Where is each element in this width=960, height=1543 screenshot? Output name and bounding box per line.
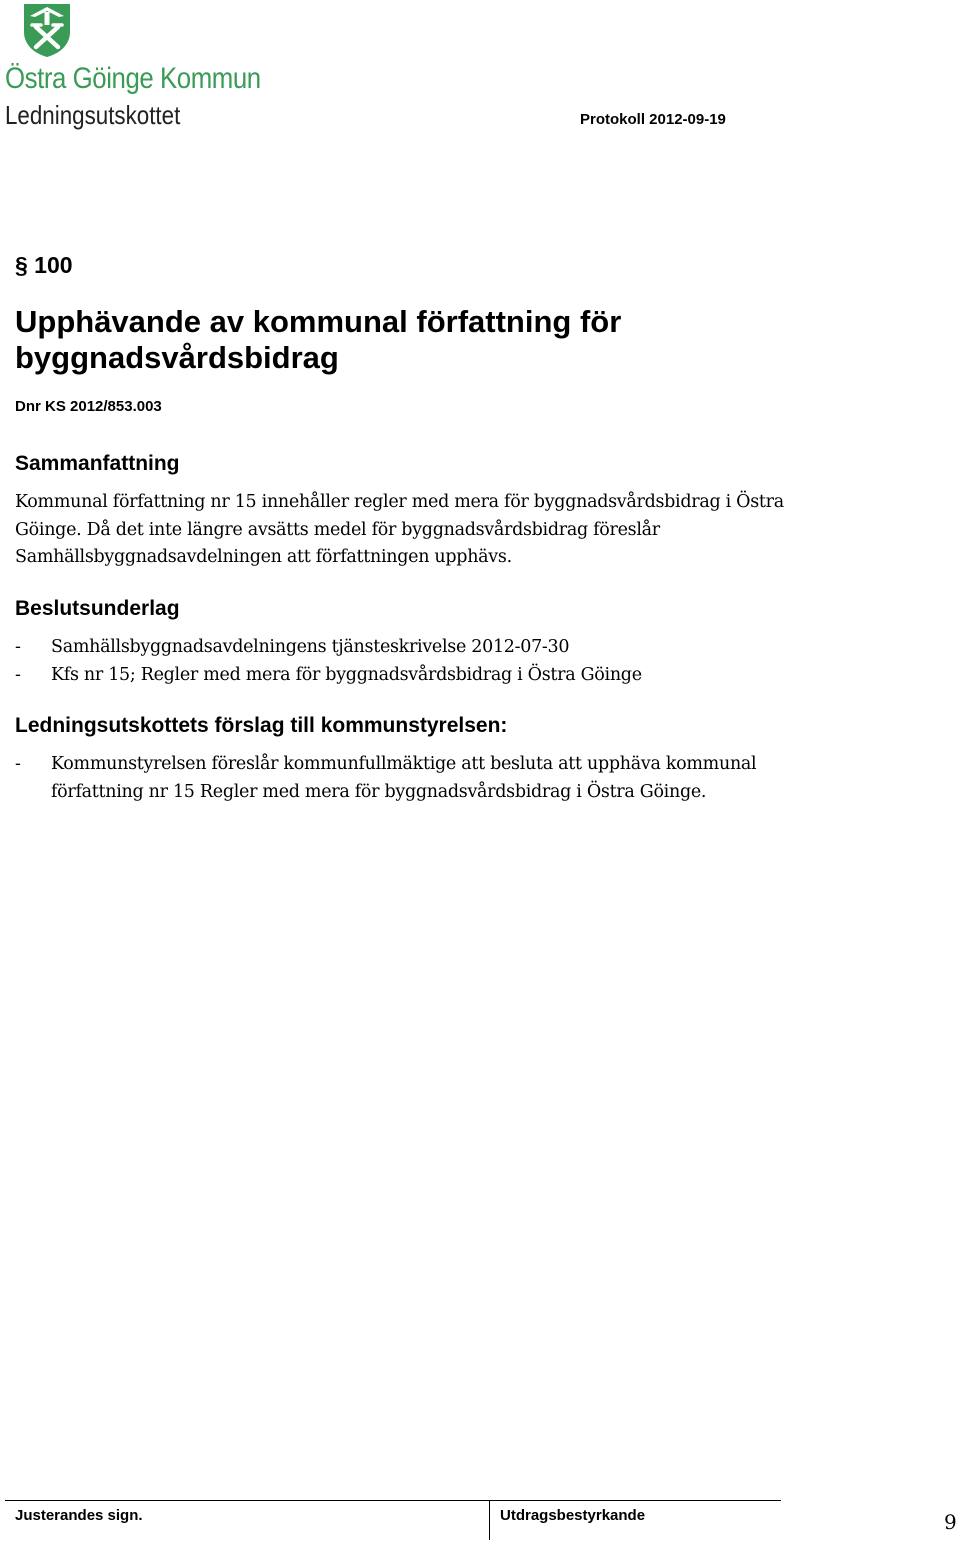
diary-number: Dnr KS 2012/853.003 xyxy=(15,398,162,415)
summary-line: Samhällsbyggnadsavdelningen att författningen upphävs. xyxy=(15,547,512,567)
committee-name: Ledningsutskottet xyxy=(5,100,181,130)
footer-rule xyxy=(5,1500,781,1501)
list-item-text: Kfs nr 15; Regler med mera för byggnadsvårdsbidrag i Östra Göinge xyxy=(51,664,642,685)
list-item-line: författning nr 15 Regler med mera för byggnadsvårdsbidrag i Östra Göinge. xyxy=(51,781,707,802)
list-dash: - xyxy=(15,664,21,685)
extract-label: Utdragsbestyrkande xyxy=(500,1507,646,1524)
list-dash: - xyxy=(15,754,21,774)
summary-heading: Sammanfattning xyxy=(15,452,180,475)
proposal-heading: Ledningsutskottets förslag till kommunstyrelsen: xyxy=(15,714,508,737)
page-number: 9 xyxy=(944,1510,957,1534)
page-title: Upphävande av kommunal författning för byggnadsvårdsbidrag xyxy=(15,304,622,375)
list-dash: - xyxy=(15,637,21,657)
list-item xyxy=(15,662,775,690)
list-item xyxy=(15,751,775,806)
list-item xyxy=(15,634,775,662)
summary-line: Göinge. Då det inte längre avsätts medel för byggnadsvårdsbidrag föreslår xyxy=(15,519,660,540)
list-item-text: Samhällsbyggnadsavdelningens tjänsteskrivelse 2012-07-30 xyxy=(51,637,570,657)
list-item-line: Kommunstyrelsen föreslår kommunfullmäktige att besluta att upphäva kommunal xyxy=(51,754,757,774)
basis-heading: Beslutsunderlag xyxy=(15,597,180,620)
organization-name: Östra Göinge Kommun xyxy=(5,62,261,95)
paragraph-number: § 100 xyxy=(15,252,73,278)
sign-label: Justerandes sign. xyxy=(15,1507,143,1524)
proposal-list xyxy=(15,751,775,806)
summary-text xyxy=(15,489,784,572)
coat-of-arms-logo-icon xyxy=(22,2,72,58)
protocol-date: Protokoll 2012-09-19 xyxy=(580,111,726,128)
footer-divider xyxy=(489,1500,490,1540)
basis-list xyxy=(15,634,775,689)
summary-line: Kommunal författning nr 15 innehåller regler med mera för byggnadsvårdsbidrag i Östra xyxy=(15,492,784,512)
